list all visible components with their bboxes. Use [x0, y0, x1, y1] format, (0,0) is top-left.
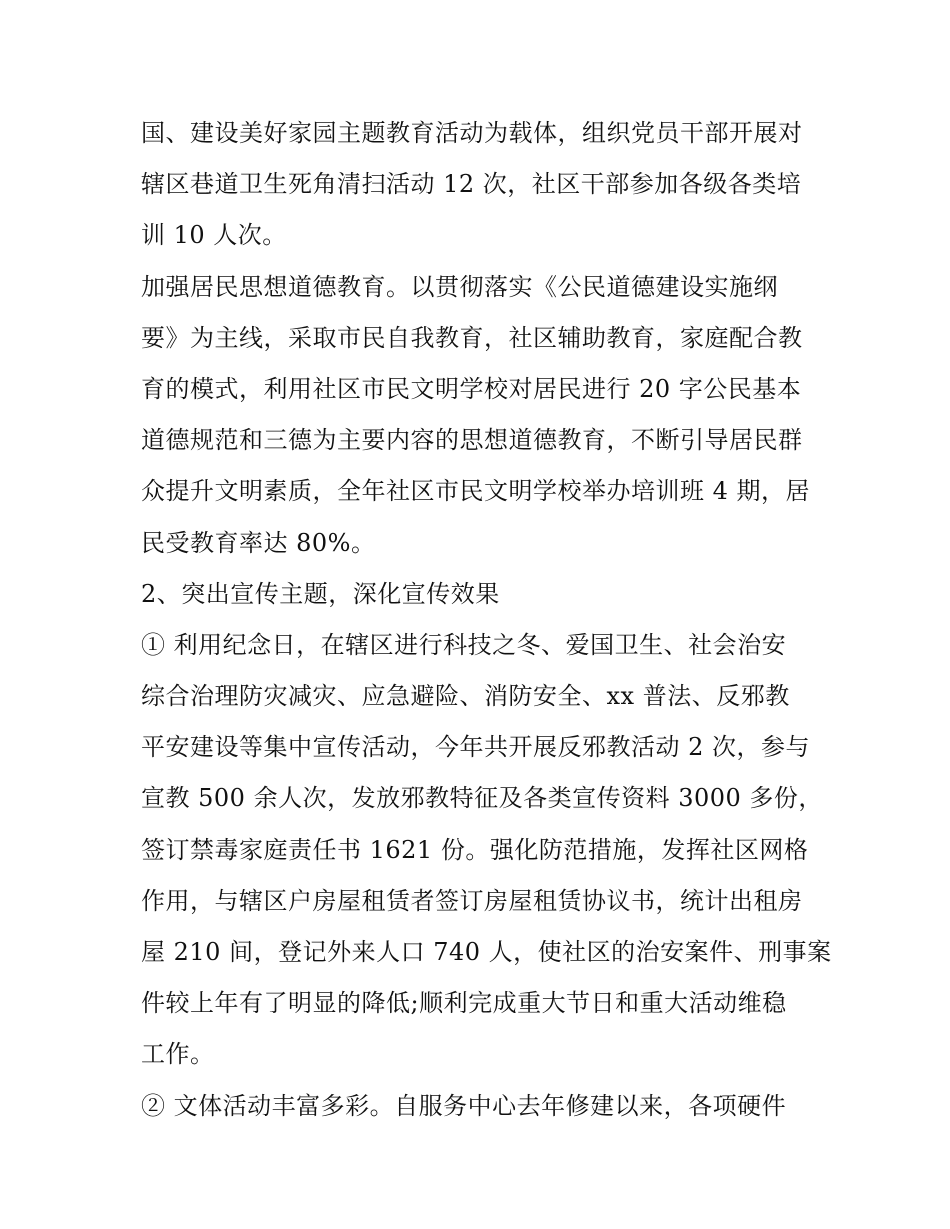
text-line: 平安建设等集中宣传活动，今年共开展反邪教活动 2 次，参与 [141, 733, 811, 762]
text-line: 屋 210 间，登记外来人口 740 人，使社区的治安案件、刑事案 [141, 938, 832, 966]
text-line: 作用，与辖区户房屋租赁者签订房屋租赁协议书，统计出租房 [141, 886, 803, 915]
text-line: 签订禁毒家庭责任书 1621 份。强化防范措施，发挥社区网格 [141, 835, 809, 864]
text-line: 育的模式，利用社区市民文明学校对居民进行 20 字公民基本 [141, 374, 802, 403]
text-line: 民受教育率达 80%。 [141, 528, 376, 557]
text-line: ① 利用纪念日，在辖区进行科技之冬、爱国卫生、社会治安 [141, 630, 787, 659]
text-line: 宣教 500 余人次，发放邪教特征及各类宣传资料 3000 多份， [141, 784, 823, 813]
text-line: 件较上年有了明显的降低;顺利完成重大节日和重大活动维稳 [141, 989, 787, 1018]
text-line: 众提升文明素质，全年社区市民文明学校举办培训班 4 期，居 [141, 477, 811, 506]
text-line: 辖区巷道卫生死角清扫活动 12 次，社区干部参加各级各类培 [141, 170, 802, 199]
section-heading: 2、突出宣传主题，深化宣传效果 [141, 579, 500, 608]
text-line: 国、建设美好家园主题教育活动为载体，组织党员干部开展对 [141, 119, 803, 147]
text-line: 工作。 [141, 1040, 215, 1069]
text-line: 训 10 人次。 [141, 221, 287, 250]
text-line: 道德规范和三德为主要内容的思想道德教育，不断引导居民群 [141, 426, 803, 455]
text-line: 加强居民思想道德教育。以贯彻落实《公民道德建设实施纲 [141, 272, 778, 301]
document-body [141, 108, 832, 1132]
text-line: 要》为主线，采取市民自我教育，社区辅助教育，家庭配合教 [141, 323, 803, 352]
text-line: ② 文体活动丰富多彩。自服务中心去年修建以来，各项硬件 [141, 1091, 787, 1120]
text-line: 综合治理防灾减灾、应急避险、消防安全、xx 普法、反邪教 [141, 682, 790, 711]
